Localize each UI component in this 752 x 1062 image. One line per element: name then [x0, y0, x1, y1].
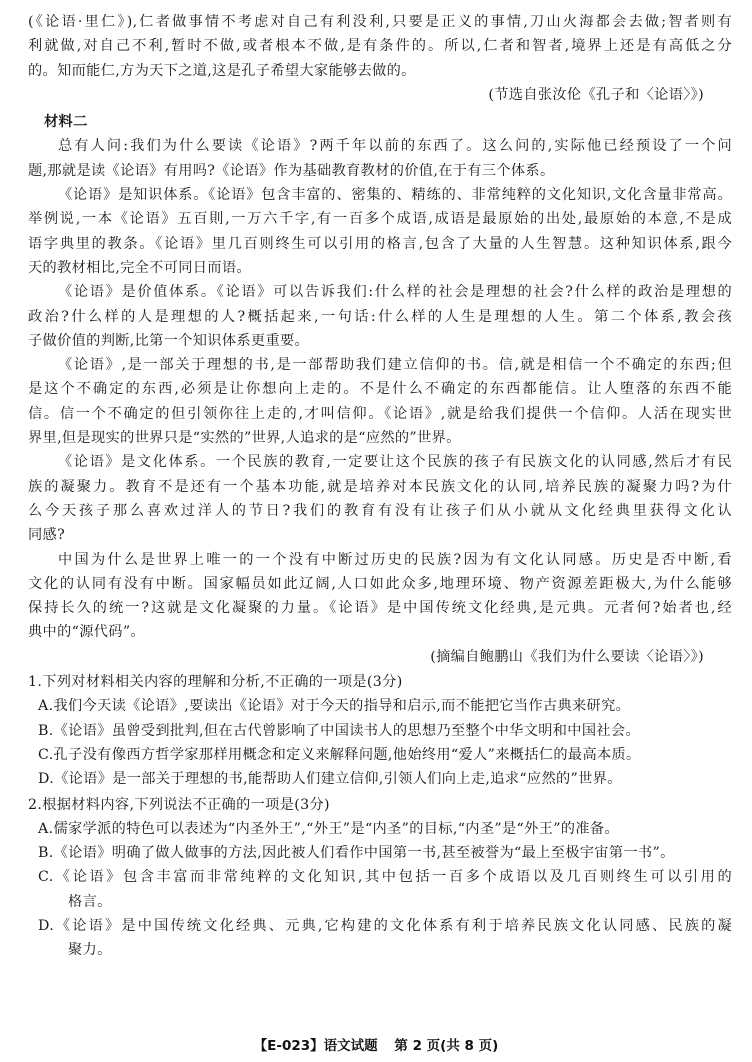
- paragraph-top: [28, 10, 732, 83]
- page-footer: [0, 1036, 752, 1056]
- text-line: 题,那就是读《论语》有用吗?《论语》作为基础教育教材的价值,在于有三个体系。: [28, 162, 555, 179]
- text-line: 典中的“源代码”。: [28, 624, 145, 641]
- text-line: 中国为什么是世界上唯一的一个没有中断过历史的民族?因为有文化认同感。历史是否中断,看: [58, 551, 732, 568]
- option-b: B.《论语》明确了做人做事的方法,因此被人们看作中国第一书,甚至被誉为“最上至极宇宙第一书”。: [38, 845, 675, 862]
- material-2-heading: 材料二: [44, 114, 88, 131]
- question-stem: 1.下列对材料相关内容的理解和分析,不正确的一项是(3分): [28, 674, 403, 691]
- text-line: 政治?什么样的人是理想的人?概括起来,一句话:什么样的人生是理想的人生。第二个体系,教会孩: [28, 308, 732, 325]
- text-line: 举例说,一本《论语》五百則,一万六千字,有一百多个成语,成语是最原始的出处,最原始的本意,不是成: [28, 211, 732, 228]
- text-line: 《论语》,是一部关于理想的书,是一部帮助我们建立信仰的书。信,就是相信一个不确定的东西;但: [58, 357, 732, 374]
- text-line: (《论语·里仁》),仁者做事情不考虑对自己有利没利,只要是正义的事情,刀山火海都会去做;智者则有: [28, 14, 732, 30]
- text-line: 族的凝聚力。教育不是还有一个基本功能,就是培养对本民族文化的认同,培养民族的凝聚力吗?为什: [28, 478, 732, 495]
- text-line: 信。信一个不确定的但引领你往上走的,才叫信仰。《论语》,就是给我们提供一个信仰。人活在现实世: [28, 405, 732, 422]
- question-2: [28, 793, 732, 963]
- paragraph-2: [28, 183, 732, 280]
- text-line: 文化的认同有没有中断。国家幅员如此辽阔,人口如此众多,地理环境、物产资源差距极大,为什么能够: [28, 575, 732, 592]
- text-line: 《论语》是知识体系。《论语》包含丰富的、密集的、精练的、非常纯粹的文化知识,文化含量非常高。: [58, 187, 732, 204]
- page-number: 第 2 页(共 8 页): [394, 1038, 499, 1054]
- option-c-continued: 格言。: [68, 893, 112, 910]
- option-c: C.《论语》包含丰富而非常纯粹的文化知识,其中包括一百多个成语以及几百则终生可以引用的: [38, 869, 732, 886]
- paragraph-6: [28, 548, 732, 645]
- text-line: 《论语》是价值体系。《论语》可以告诉我们:什么样的社会是理想的社会?什么样的政治是理想的: [58, 284, 732, 301]
- question-stem: 2.根据材料内容,下列说法不正确的一项是(3分): [28, 796, 330, 813]
- text-line: 么今天孩子那么喜欢过洋人的节日?我们的教育有没有让孩子们从小就从文化经典里获得文化认: [28, 502, 732, 519]
- paragraph-4: [28, 353, 732, 450]
- source-citation-2: (摘编自鲍鹏山《我们为什么要读〈论语〉》): [430, 648, 704, 665]
- text-line: 利就做,对自己不利,暂时不做,或者根本不做,是有条件的。所以,仁者和智者,境界上还是有高低之分: [28, 38, 732, 55]
- option-d: D.《论语》是中国传统文化经典、元典,它构建的文化体系有利于培养民族文化认同感、民族的凝: [38, 917, 732, 934]
- text-line: 同感?: [28, 527, 66, 544]
- text-line: 语字典里的教条。《论语》里几百则终生可以引用的格言,包含了大量的人生智慧。这种知识体系,跟今: [28, 235, 732, 252]
- source-citation-1: (节选自张汝伦《孔子和〈论语〉》): [488, 86, 704, 103]
- text-line: 天的教材相比,完全不可同日而语。: [28, 259, 251, 276]
- option-c: C.孔子没有像西方哲学家那样用概念和定义来解释问题,他始终用“爱人”来概括仁的最高本质。: [38, 746, 641, 763]
- option-d: D.《论语》是一部关于理想的书,能帮助人们建立信仰,引领人们向上走,追求“应然的”世界。: [38, 771, 622, 788]
- text-line: 保持长久的统一?这就是文化凝聚的力量。《论语》是中国传统文化经典,是元典。元者何?始者也,经: [28, 600, 732, 617]
- text-line: 是这个不确定的东西,必须是让你想向上走的。不是什么不确定的东西都能信。让人堕落的东西不能: [28, 381, 732, 398]
- option-a: A.儒家学派的特色可以表述为“内圣外王”,“外王”是“内圣”的目标,“内圣”是“外王”的准备。: [38, 820, 619, 837]
- text-line: 的。知而能仁,方为天下之道,这是孔子希望大家能够去做的。: [28, 62, 416, 79]
- option-d-continued: 聚力。: [68, 942, 112, 959]
- option-a: A.我们今天读《论语》,要读出《论语》对于今天的指导和启示,而不能把它当作古典来研究。: [38, 698, 631, 715]
- exam-code: 【E-023】语文试题: [253, 1038, 378, 1054]
- text-line: 界里,但是现实的世界只是“实然的”世界,人追求的是“应然的”世界。: [28, 430, 461, 447]
- text-line: 《论语》是文化体系。一个民族的教育,一定要让这个民族的孩子有民族文化的认同感,然后才有民: [58, 454, 732, 471]
- option-b: B.《论语》虽曾受到批判,但在古代曾影响了中国读书人的思想乃至整个中华文明和中国社会。: [38, 722, 640, 739]
- text-line: 子做价值的判断,比第一个知识体系更重要。: [28, 332, 310, 349]
- question-1: [28, 670, 732, 791]
- paragraph-5: [28, 450, 732, 547]
- paragraph-3: [28, 280, 732, 353]
- paragraph-1: [28, 134, 732, 183]
- text-line: 总有人问:我们为什么要读《论语》?两千年以前的东西了。这么问的,实际他已经预设了一个问: [58, 138, 732, 155]
